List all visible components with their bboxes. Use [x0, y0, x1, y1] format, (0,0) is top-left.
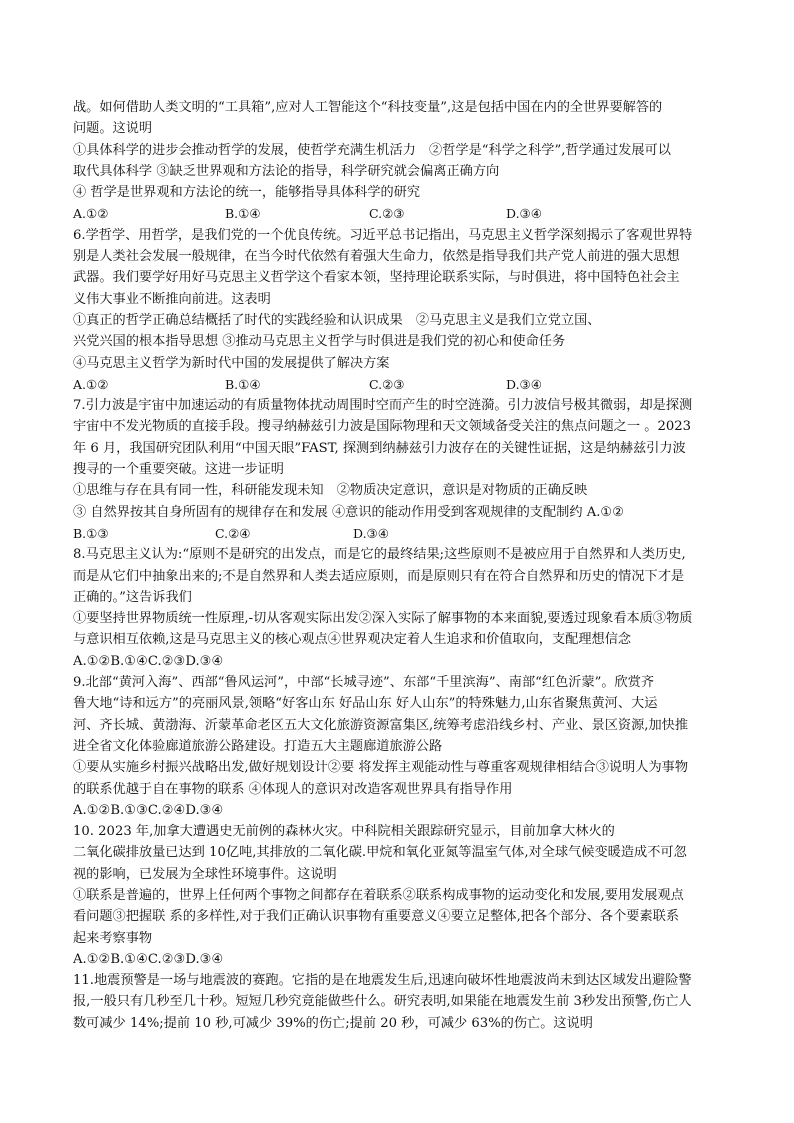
text-line: 搜寻的一个重要突破。这进一步证明 [73, 462, 284, 478]
text-line: 看问题③把握联 系的多样性,对于我们正确认识事物有重要意义④要立足整体,把各个部分、各个要素联系 [73, 909, 680, 925]
text-line: 义伟大事业不断推向前进。这表明 [73, 291, 271, 307]
text-line: ①具体科学的进步会推动哲学的发展，使哲学充满生机活力 ②哲学是“科学之科学”,哲学通过发展可以 [73, 142, 671, 158]
option-d: D.③④ [353, 525, 389, 541]
option-d: D.③④ [506, 206, 542, 222]
text-line: 战。如何借助人类文明的“工具箱”,应对人工智能这个“科技变量”,这是包括中国在内的全世界要解答的 [73, 100, 663, 115]
q7-options [73, 523, 723, 544]
text-line: 视的影响，已发展为全球性环境事件。这说明 [73, 866, 337, 882]
option-c: C.②③ [369, 376, 405, 392]
text-line: ④ 哲学是世界观和方法论的统一，能够指导具体科学的研究 [73, 185, 421, 201]
question-10-line: 10. 2023 年,加拿大遭遇史无前例的森林火灾。中科院相关跟踪研究显示，目前加拿大林火的 [73, 824, 615, 840]
text-line: 二氧化碳排放量已达到 10亿吨,其排放的二氧化碳.甲烷和氧化亚氮等温室气体,对全球气候变暖造成不可忽 [73, 845, 687, 861]
option-d: D.③④ [506, 376, 542, 392]
text-line: 而是从它们中抽象出来的;不是自然界和人类去适应原则，而是原则只有在符合自然界和历史的情况下才是 [73, 568, 685, 584]
text-line: 河、齐长城、黄渤海、沂蒙革命老区五大文化旅游资源富集区,统筹考虑沿线乡村、产业、景区资源,加快推 [73, 717, 689, 733]
text-line: 正确的。”这告诉我们 [73, 589, 192, 605]
text-line: ④马克思主义哲学为新时代中国的发展提供了解决方案 [73, 355, 390, 371]
text-line: 与意识相互依赖,这是马克思主义的核心观点④世界观决定着人生追求和价值取向，支配理想信念 [73, 632, 632, 648]
question-11-line: 11.地震预警是一场与地震波的赛跑。它指的是在地震发生后,迅速向破坏性地震波尚未到达区域发出避险警 [73, 973, 692, 989]
question-7-line: 7.引力波是宇宙中加速运动的有质量物体扰动周围时空而产生的时空涟漪。引力波信号极其微弱，却是探测 [73, 398, 693, 414]
question-6-line: 6.学哲学、用哲学，是我们党的一个优良传统。习近平总书记指出，马克思主义哲学深刻揭示了客观世界特 [73, 227, 693, 243]
option-b: B.①③ [73, 525, 109, 541]
question-8-line: 8.马克思主义认为:“原则不是研究的出发点，而是它的最终结果;这些原则不是被应用于自然界和人类历史, [73, 547, 686, 563]
text-line: 起来考察事物 [73, 930, 153, 946]
text-line: ①思维与存在具有同一性，科研能发现未知 ②物质决定意识，意识是对物质的正确反映 [73, 483, 588, 499]
q6-options [73, 374, 723, 395]
question-9-line: 9.北部“黄河入海”、西部“鲁风运河”，中部“长城寻迹”、东部“千里滨海”、南部“红色沂蒙”。欣赏齐 [73, 675, 655, 691]
text-line: 鲁大地“诗和远方”的亮丽风景,领略“好客山东 好品山东 好人山东”的特殊魅力,山东省聚焦黄河、大运 [73, 696, 658, 712]
text-line: ①真正的哲学正确总结概括了时代的实践经验和认识成果 ②马克思主义是我们立党立国、 [73, 312, 601, 328]
option-c: C.②④ [215, 525, 251, 541]
text-line: 数可减少 14%;提前 10 秒,可减少 39%的伤亡;提前 20 秒，可减少 63%的伤亡。这说明 [73, 1015, 593, 1031]
text-line: ③ 自然界按其自身所固有的规律存在和发展 ④意识的能动作用受到客观规律的支配制约 A.①② [73, 504, 625, 520]
text-line: 别是人类社会发展一般规律，在当今时代依然有着强大生命力，依然是指导我们共产党人前进的强大思想 [73, 249, 680, 265]
option-b: B.①④ [225, 206, 261, 222]
text-line: 进全省文化体验廊道旅游公路建设。打造五大主题廊道旅游公路 [73, 738, 443, 754]
option-a: A.①② [73, 206, 109, 222]
text-line: ①联系是普遍的，世界上任何两个事物之间都存在着联系②联系构成事物的运动变化和发展,要用发展观点 [73, 887, 684, 903]
q10-options: A.①②B.①④C.②③D.③④ [73, 951, 224, 967]
text-line: 的联系优越于自在事物的联系 ④体现人的意识对改造客观世界具有指导作用 [73, 781, 513, 797]
text-line: 问题。这说明 [73, 121, 153, 137]
text-line: 报,一般只有几秒至几十秒。短短几秒究竟能做些什么。研究表明,如果能在地震发生前 3秒发出预警,伤亡人 [73, 994, 692, 1010]
text-line: ①要坚持世界物质统一性原理,-切从客观实际出发②深入实际了解事物的本来面貌,要透过现象看本质③物质 [73, 611, 693, 627]
q5-options [73, 203, 723, 224]
text-line: 宇宙中不发光物质的直接手段。搜寻纳赫兹引力波是国际物理和天文领域备受关注的焦点问题之一 。2023 [73, 419, 691, 435]
q9-options: A.①②B.①③C.②④D.③④ [73, 802, 224, 818]
text-line: 年 6 月，我国研究团队利用“中国天眼”FAST, 探测到纳赫兹引力波存在的关键性证据，这是纳赫兹引力波 [73, 440, 686, 456]
text-line: 兴党兴国的根本指导思想 ③推动马克思主义哲学与时俱进是我们党的初心和使命任务 [73, 334, 566, 350]
option-a: A.①② [73, 376, 109, 392]
text-line: 取代具体科学 ③缺乏世界观和方法论的指导，科学研究就会偏离正确方向 [73, 163, 500, 179]
option-b: B.①④ [225, 376, 261, 392]
q8-options: A.①②B.①④C.②③D.③④ [73, 653, 224, 669]
option-c: C.②③ [369, 206, 405, 222]
exam-page [73, 97, 723, 1034]
text-line: ①要从实施乡村振兴战略出发,做好规划设计②要 将发挥主观能动性与尊重客观规律相结合③说明人为事物 [73, 760, 689, 776]
text-line: 武器。我们要学好用好马克思主义哲学这个看家本领，坚持理论联系实际，与时俱进，将中国特色社会主 [73, 270, 680, 286]
